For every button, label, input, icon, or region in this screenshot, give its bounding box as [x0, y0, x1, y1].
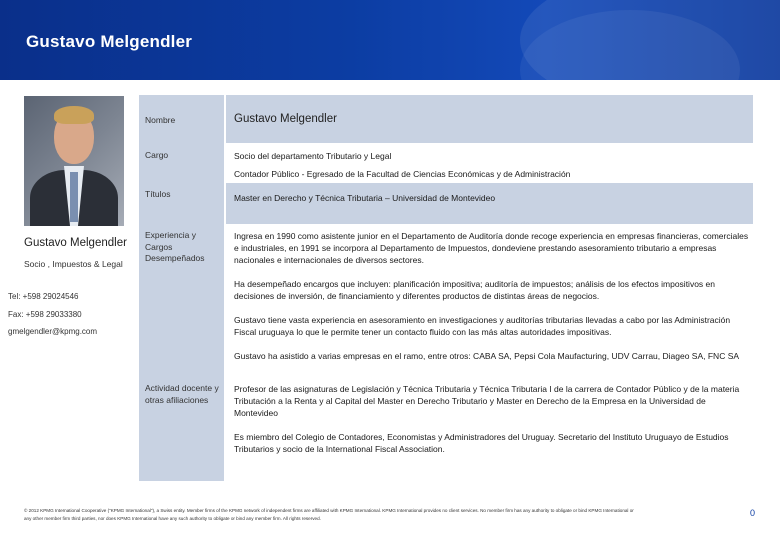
sidebar-name: Gustavo Melgendler: [24, 237, 127, 249]
docencia-paragraph-1: Profesor de las asignaturas de Legislación y Técnica Tributaria y Técnica Tributaria I de la carrera de Contador Público y de la materia Tributación a la Renta y al Capital del Master en Derecho Tributario y Master en Derecho de la Empresa en la Universidad de Montevideo: [234, 384, 740, 418]
footer-disclaimer: © 2012 KPMG International Cooperative ("KPMG International"), a Swiss entity. Member firms of the KPMG network of independent firms are affiliated with KPMG International. KPMG International provides no client services. No member firm has any authority to obligate or bind KPMG International or any other member firm third parties, nor does KPMG International have any such authority to obligate or bind any member firm. All rights reserved.: [24, 508, 634, 521]
sidebar-email[interactable]: gmelgendler@kpmg.com: [8, 327, 98, 336]
experiencia-paragraph-2: Ha desempeñado encargos que incluyen: planificación impositiva; auditoría de impuestos; análisis de los efectos impositivos en decisiones de inversión, de financiamiento y diferentes productos de distintas áreas de negocios.: [234, 279, 715, 301]
sidebar-fax: Fax: +598 29033380: [8, 310, 82, 319]
sidebar-role: Socio , Impuestos & Legal: [24, 259, 123, 269]
experiencia-paragraph-1: Ingresa en 1990 como asistente junior en el Departamento de Auditoría donde recoge experiencia en empresas financieras, comerciales e industriales, en 1991 se incorpora al Departamento de Impuestos, dondeviene prestando asesoramiento tributario a empresas nacionales e internacionales de diversos sectores.: [234, 231, 749, 265]
profile-photo: [24, 96, 124, 226]
header-banner: [0, 0, 780, 80]
titulos-line-1: Contador Público - Egresado de la Facultad de Ciencias Económicas y de Administración: [234, 169, 571, 179]
docencia-paragraph-2: Es miembro del Colegio de Contadores, Economistas y Administradores del Uruguay. Secretario del Instituto Uruguayo de Estudios Tributarios y socio de la International Fiscal Association.: [234, 432, 729, 454]
cargo-value: Socio del departamento Tributario y Legal: [234, 151, 392, 161]
docencia-label: Actividad docente y otras afiliaciones: [145, 383, 219, 405]
nombre-value: Gustavo Melgendler: [234, 113, 337, 125]
titulos-label: Títulos: [145, 189, 171, 199]
titulos-line-2: Master en Derecho y Técnica Tributaria – Universidad de Montevideo: [234, 193, 496, 203]
cargo-label: Cargo: [145, 150, 169, 160]
page-title: Gustavo Melgendler: [26, 32, 193, 51]
nombre-label: Nombre: [145, 115, 176, 125]
experiencia-label: Experiencia y Cargos Desempeñados: [145, 230, 205, 263]
experiencia-paragraph-3: Gustavo tiene vasta experiencia en asesoramiento en investigaciones y auditorías tributarias llevadas a cabo por las Administración Fiscal uruguaya lo que le permite tener un contacto fluido con las más altas autoridades impositivas.: [234, 315, 731, 337]
experiencia-paragraph-4: Gustavo ha asistido a varias empresas en el ramo, entre otros: CABA SA, Pepsi Cola Maufacturing, UDV Carrau, Diageo SA, FNC SA: [234, 351, 740, 361]
sidebar-phone: Tel: +598 29024546: [8, 292, 79, 301]
page-number: 0: [750, 508, 756, 518]
